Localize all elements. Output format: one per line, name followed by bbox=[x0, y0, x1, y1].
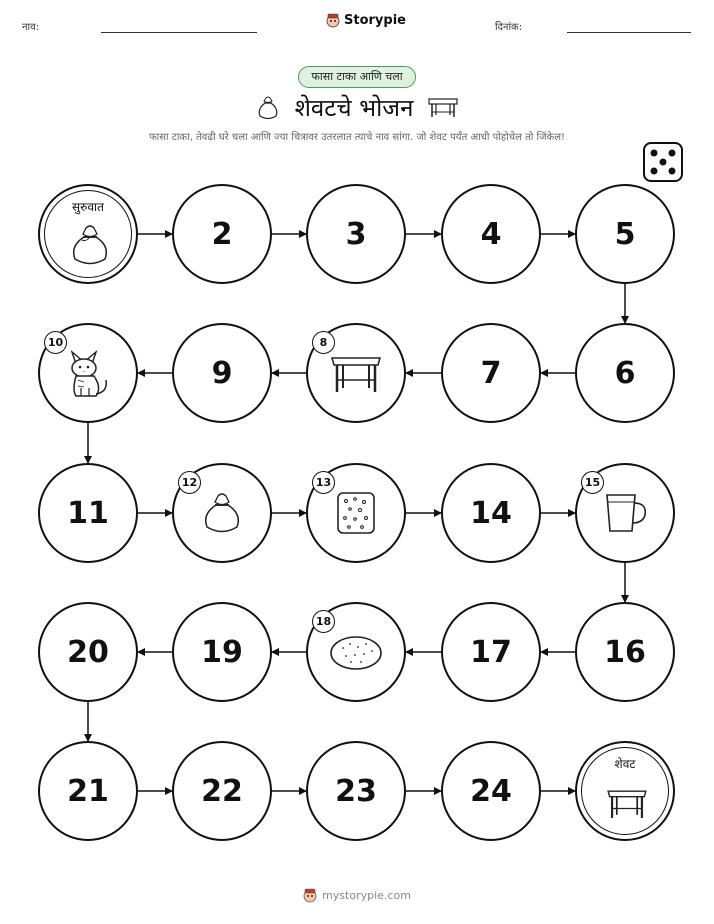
date-label: दिनांक: bbox=[495, 22, 523, 33]
square-badge: 12 bbox=[178, 471, 201, 494]
board-square-4 bbox=[441, 184, 541, 284]
square-number: 19 bbox=[201, 634, 243, 670]
square-number: 2 bbox=[211, 216, 233, 252]
board-square-18 bbox=[306, 602, 406, 702]
square-number: 6 bbox=[614, 355, 636, 391]
finish-square bbox=[575, 741, 675, 841]
square-number: 16 bbox=[604, 634, 646, 670]
board-square-10 bbox=[38, 323, 138, 423]
board-square-14 bbox=[441, 463, 541, 563]
board-square-2 bbox=[172, 184, 272, 284]
board-square-22 bbox=[172, 741, 272, 841]
square-number: 17 bbox=[470, 634, 512, 670]
square-number: 21 bbox=[67, 773, 109, 809]
board-square-16 bbox=[575, 602, 675, 702]
square-number: 20 bbox=[67, 634, 109, 670]
square-number: 23 bbox=[335, 773, 377, 809]
square-number: 14 bbox=[470, 495, 512, 531]
board-square-8 bbox=[306, 323, 406, 423]
board-square-23 bbox=[306, 741, 406, 841]
board-square-20 bbox=[38, 602, 138, 702]
money-bag-icon bbox=[68, 222, 112, 268]
square-number: 7 bbox=[480, 355, 502, 391]
bench-icon bbox=[328, 352, 384, 394]
board-square-7 bbox=[441, 323, 541, 423]
start-label: सुरुवात bbox=[72, 200, 104, 214]
square-number: 22 bbox=[201, 773, 243, 809]
board-square-9 bbox=[172, 323, 272, 423]
page-title: शेवटचे भोजन bbox=[294, 93, 414, 122]
instructions: फासा टाका, तेवढी घरे चला आणि ज्या चित्रावर उतरलात त्याचे नाव सांगा. जो शेवट पर्यंत आधी पोहोचेल तो जिंकेल! bbox=[148, 132, 566, 143]
square-number: 5 bbox=[614, 216, 636, 252]
square-number: 3 bbox=[345, 216, 367, 252]
board-square-3 bbox=[306, 184, 406, 284]
board-square-15 bbox=[575, 463, 675, 563]
name-label: नाव: bbox=[22, 22, 40, 33]
board-square-13 bbox=[306, 463, 406, 563]
start-square bbox=[38, 184, 138, 284]
footer-site: mystorypie.com bbox=[322, 888, 411, 902]
bench-icon bbox=[605, 785, 649, 821]
square-number: 4 bbox=[480, 216, 502, 252]
storypie-mascot-icon bbox=[303, 887, 317, 903]
square-number: 9 bbox=[211, 355, 233, 391]
board-square-24 bbox=[441, 741, 541, 841]
square-badge: 13 bbox=[312, 471, 335, 494]
board-square-21 bbox=[38, 741, 138, 841]
square-badge: 15 bbox=[581, 471, 604, 494]
square-number: 11 bbox=[67, 495, 109, 531]
cat-icon bbox=[62, 346, 114, 400]
board-square-6 bbox=[575, 323, 675, 423]
finish-label: शेवट bbox=[614, 757, 636, 771]
board-square-12 bbox=[172, 463, 272, 563]
square-badge: 10 bbox=[44, 331, 67, 354]
square-badge: 18 bbox=[312, 610, 335, 633]
board-square-5 bbox=[575, 184, 675, 284]
square-number: 24 bbox=[470, 773, 512, 809]
board-square-19 bbox=[172, 602, 272, 702]
brand-name: Storypie bbox=[344, 12, 406, 28]
board-square-17 bbox=[441, 602, 541, 702]
footer bbox=[0, 887, 714, 903]
cup-icon bbox=[601, 491, 649, 535]
bread-icon bbox=[328, 632, 384, 672]
board-square-11 bbox=[38, 463, 138, 563]
game-type-pill: फासा टाका आणि चला bbox=[298, 66, 416, 88]
square-badge: 8 bbox=[312, 331, 335, 354]
rice-cake-icon bbox=[333, 488, 379, 538]
money-bag-icon bbox=[200, 490, 244, 536]
